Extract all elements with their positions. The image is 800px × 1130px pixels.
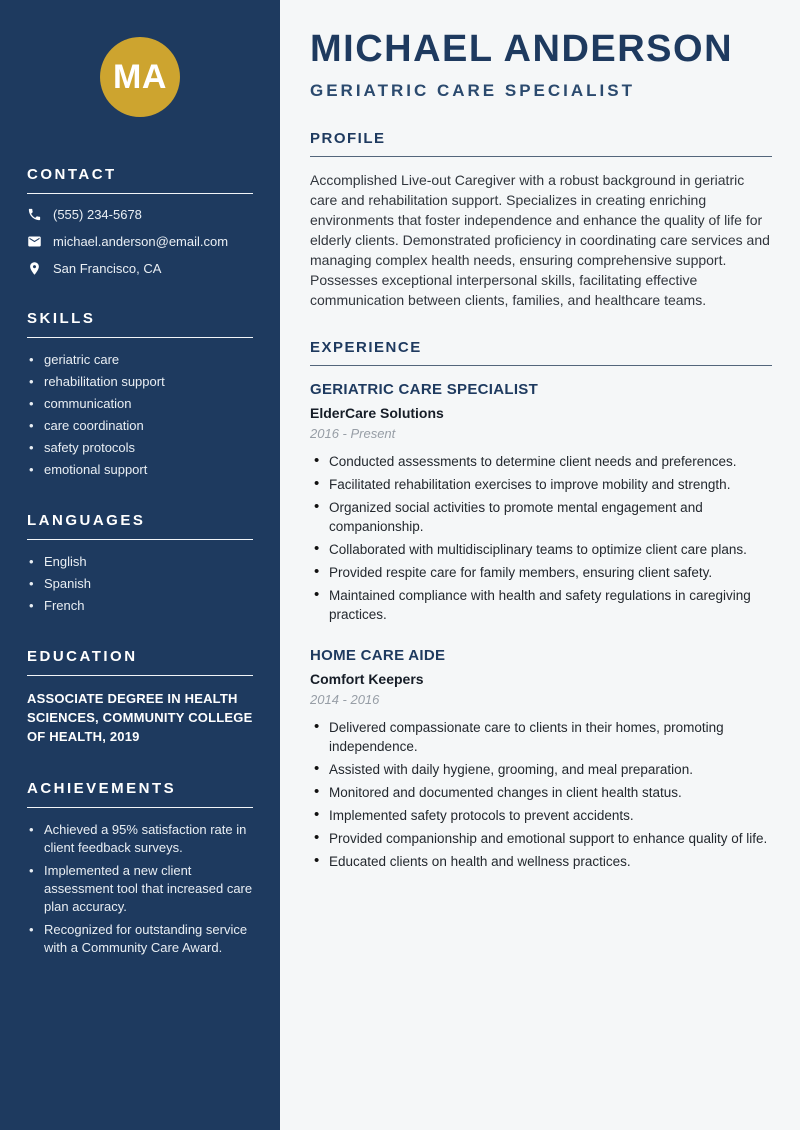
job-company: Comfort Keepers bbox=[310, 670, 424, 687]
avatar bbox=[100, 37, 180, 117]
skill-item: • care coordination bbox=[27, 417, 253, 434]
contact-item-phone bbox=[27, 207, 253, 222]
sidebar bbox=[0, 0, 280, 1130]
experience-entry bbox=[310, 381, 772, 624]
achievements-list bbox=[27, 821, 253, 957]
profile-summary: Accomplished Live-out Caregiver with a robust background in geriatric care and rehabilitation support. Specializes in creating enriching environments that foster independence and enhance the quality of life for elderly clients. Demonstrated proficiency in coordinating care services and managing complex health needs, ensuring comprehensive support. Possesses exceptional interpersonal skills, facilitating effective communication between clients, families, and healthcare teams. bbox=[310, 171, 770, 308]
job-title: HOME CARE AIDE bbox=[310, 646, 446, 664]
job-company: ElderCare Solutions bbox=[310, 404, 444, 421]
job-bullet: • Maintained compliance with health and safety regulations in caregiving practices. bbox=[310, 586, 772, 624]
contact-phone-text: (555) 234-5678 bbox=[53, 207, 142, 222]
job-dates: 2014 - 2016 bbox=[310, 691, 380, 707]
skill-item: • communication bbox=[27, 395, 253, 412]
language-item: • French bbox=[27, 597, 253, 614]
job-title: GERIATRIC CARE SPECIALIST bbox=[310, 380, 539, 398]
skill-item: • safety protocols bbox=[27, 439, 253, 456]
job-bullet: • Collaborated with multidisciplinary teams to optimize client care plans. bbox=[310, 540, 772, 559]
experience-entry bbox=[310, 647, 772, 871]
candidate-name: MICHAEL ANDERSON bbox=[310, 28, 734, 70]
contact-location-text: San Francisco, CA bbox=[53, 261, 162, 276]
achievements-section bbox=[27, 780, 253, 957]
experience-section bbox=[310, 339, 772, 871]
job-bullet: • Educated clients on health and wellness practices. bbox=[310, 852, 772, 871]
contact-email-text: michael.anderson@email.com bbox=[53, 234, 229, 249]
skill-item: • rehabilitation support bbox=[27, 373, 253, 390]
skills-heading: SKILLS bbox=[27, 310, 253, 338]
job-bullet: • Organized social activities to promote mental engagement and companionship. bbox=[310, 498, 772, 536]
languages-section bbox=[27, 512, 253, 614]
language-item: • Spanish bbox=[27, 575, 253, 592]
languages-list bbox=[27, 553, 253, 614]
contact-section bbox=[27, 166, 253, 276]
job-bullet: • Provided companionship and emotional support to enhance quality of life. bbox=[310, 829, 772, 848]
main-content bbox=[280, 0, 800, 1130]
candidate-title: GERIATRIC CARE SPECIALIST bbox=[310, 80, 635, 100]
job-bullet: • Assisted with daily hygiene, grooming, and meal preparation. bbox=[310, 760, 772, 779]
contact-item-email bbox=[27, 234, 253, 249]
email-icon bbox=[27, 234, 42, 249]
job-bullet-list bbox=[310, 718, 772, 871]
languages-heading: LANGUAGES bbox=[27, 512, 253, 540]
achievement-item: • Implemented a new client assessment tool that increased care plan accuracy. bbox=[27, 862, 253, 916]
contact-list bbox=[27, 207, 253, 276]
achievement-item: • Recognized for outstanding service with a Community Care Award. bbox=[27, 921, 253, 957]
language-item: • English bbox=[27, 553, 253, 570]
job-dates: 2016 - Present bbox=[310, 425, 396, 441]
job-bullet: • Facilitated rehabilitation exercises to improve mobility and strength. bbox=[310, 475, 772, 494]
job-bullet: • Implemented safety protocols to prevent accidents. bbox=[310, 806, 772, 825]
phone-icon bbox=[27, 207, 42, 222]
job-bullet: • Delivered compassionate care to clients in their homes, promoting independence. bbox=[310, 718, 772, 756]
profile-section bbox=[310, 130, 772, 310]
job-bullet: • Conducted assessments to determine client needs and preferences. bbox=[310, 452, 772, 471]
job-bullet: • Provided respite care for family members, ensuring client safety. bbox=[310, 563, 772, 582]
skill-item: • geriatric care bbox=[27, 351, 253, 368]
avatar-initials: MA bbox=[113, 57, 167, 96]
education-degree: ASSOCIATE DEGREE IN HEALTH SCIENCES, COMMUNITY COLLEGE OF HEALTH, 2019 bbox=[27, 691, 253, 744]
skills-section bbox=[27, 310, 253, 478]
education-heading: EDUCATION bbox=[27, 648, 253, 676]
job-bullet-list bbox=[310, 452, 772, 624]
profile-heading: PROFILE bbox=[310, 130, 772, 157]
achievement-item: • Achieved a 95% satisfaction rate in client feedback surveys. bbox=[27, 821, 253, 857]
experience-heading: EXPERIENCE bbox=[310, 339, 772, 366]
skills-list bbox=[27, 351, 253, 478]
location-icon bbox=[27, 261, 42, 276]
contact-item-location bbox=[27, 261, 253, 276]
education-section bbox=[27, 648, 253, 746]
achievements-heading: ACHIEVEMENTS bbox=[27, 780, 253, 808]
job-bullet: • Monitored and documented changes in client health status. bbox=[310, 783, 772, 802]
contact-heading: CONTACT bbox=[27, 166, 253, 194]
skill-item: • emotional support bbox=[27, 461, 253, 478]
